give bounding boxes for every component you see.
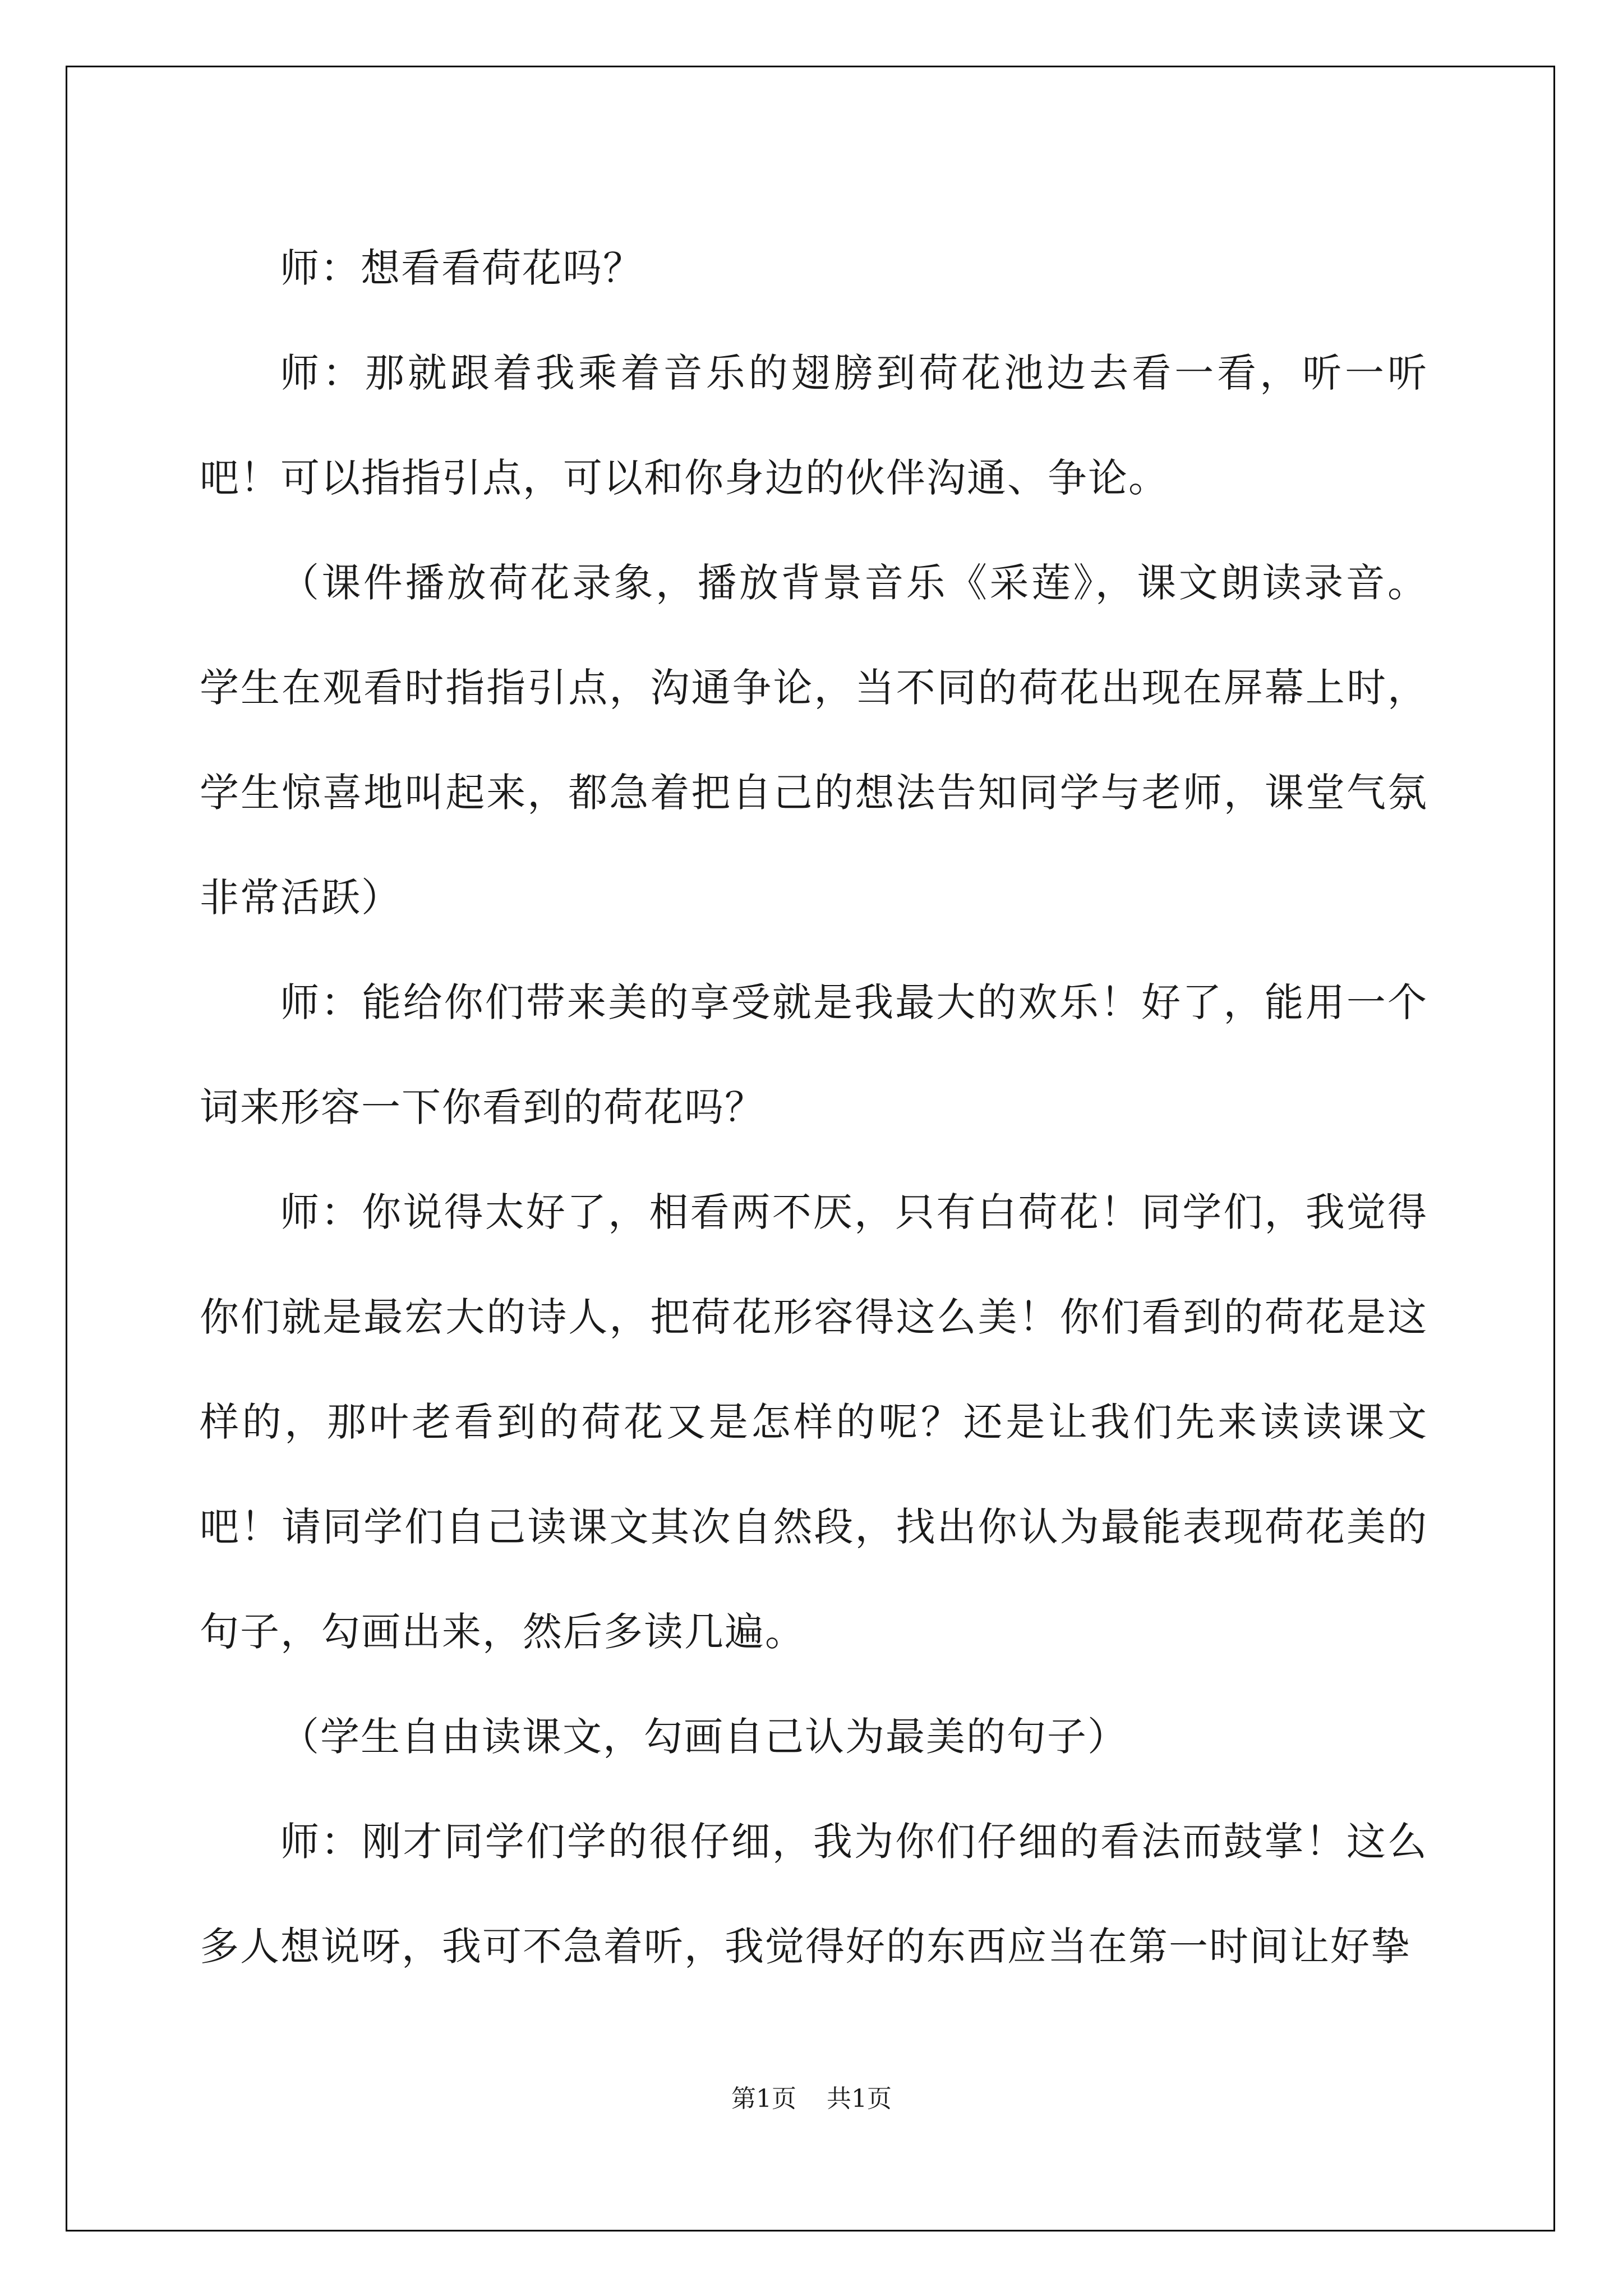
paragraph-3: （课件播放荷花录象，播放背景音乐《采莲》，课文朗读录音。学生在观看时指指引点，沟通争论，当不同的荷花出现在屏幕上时，学生惊喜地叫起来，都急着把自己的想法告知同学与老师，课堂气氛非常活跃） — [200, 560, 1428, 921]
paragraph-7: 师：刚才同学们学的很仔细，我为你们仔细的看法而鼓掌！这么多人想说呀，我可不急着听，我觉得好的东西应当在第一时间让好挚 — [200, 1819, 1428, 1970]
page-number-current: 第1页 — [731, 2085, 796, 2113]
paragraph-6: （学生自由读课文，勾画自己认为最美的句子） — [280, 1714, 1128, 1760]
page-number-total: 共1页 — [827, 2085, 892, 2113]
paragraph-5: 师：你说得太好了，相看两不厌，只有白荷花！同学们，我觉得你们就是最宏大的诗人，把荷花形容得这么美！你们看到的荷花是这样的，那叶老看到的荷花又是怎样的呢？还是让我们先来读读课文吧！请同学们自己读课文其次自然段，找出你认为最能表现荷花美的句子，勾画出来，然后多读几遍。 — [200, 1189, 1428, 1655]
paragraph-4: 师：能给你们带来美的享受就是我最大的欢乐！好了，能用一个词来形容一下你看到的荷花吗？ — [200, 979, 1428, 1130]
paragraph-1: 师：想看看荷花吗？ — [280, 245, 643, 291]
paragraph-2: 师：那就跟着我乘着音乐的翅膀到荷花池边去看一看，听一听吧！可以指指引点，可以和你身边的伙伴沟通、争论。 — [200, 350, 1428, 501]
document-body — [200, 216, 1428, 1999]
page-footer — [0, 2082, 1623, 2116]
